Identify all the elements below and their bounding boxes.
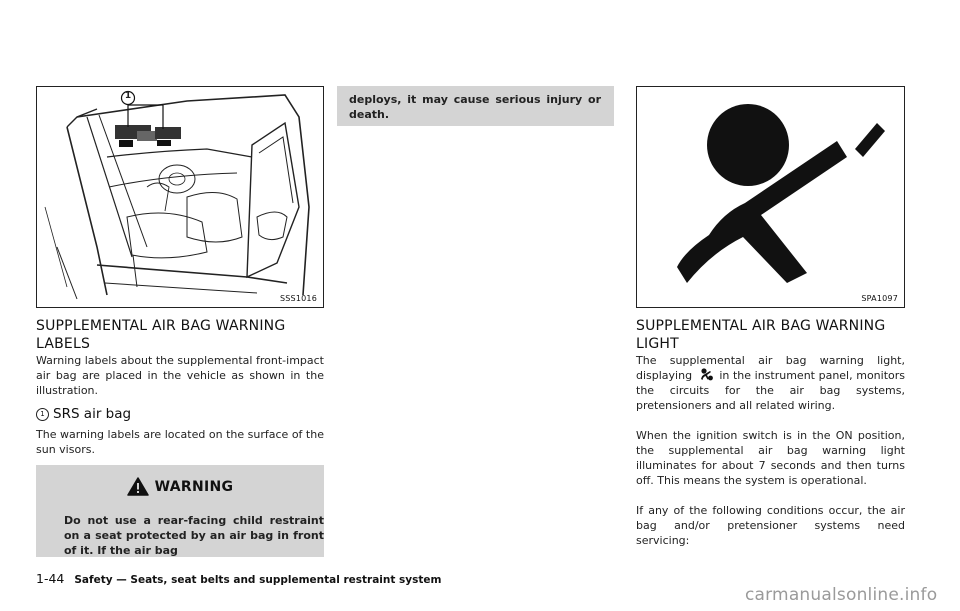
- warning-light-text-b: in the instrument panel, monitors the circuits for the air bag systems, pretensioners and all related wiring.: [636, 369, 906, 412]
- page-number: 1-44: [36, 571, 65, 586]
- warning-light-paragraph: [636, 353, 905, 413]
- page-footer: [36, 571, 441, 586]
- callout-number: 1: [124, 91, 132, 101]
- servicing-paragraph: If any of the following conditions occur, the air bag and/or pretensioner systems need servicing:: [636, 504, 905, 547]
- airbag-icon-large: [637, 87, 904, 307]
- airbag-warning-icon: [698, 368, 714, 381]
- section-title: Safety — Seats, seat belts and supplemental restraint system: [74, 574, 442, 586]
- warning-triangle-icon: [127, 477, 149, 496]
- car-door-interior-drawing: [37, 87, 323, 307]
- warning-header: [36, 477, 324, 496]
- warning-title: WARNING: [154, 478, 234, 495]
- intro-paragraph: Warning labels about the supplemental front-impact air bag are placed in the vehicle as shown in the illustration.: [36, 354, 324, 397]
- location-paragraph: The warning labels are located on the surface of the sun visors.: [36, 428, 324, 456]
- section-heading-light: SUPPLEMENTAL AIR BAG WARNING LIGHT: [636, 318, 886, 352]
- warning-text: Do not use a rear-facing child restraint on a seat protected by an air bag in front of it. If the air bag: [64, 514, 324, 557]
- section-heading-labels: SUPPLEMENTAL AIR BAG WARNING LABELS: [36, 318, 286, 352]
- item-label: SRS air bag: [53, 406, 132, 422]
- ignition-paragraph: When the ignition switch is in the ON position, the supplemental air bag warning light illuminates for about 7 seconds and then turns off. This means the system is operational.: [636, 429, 905, 487]
- airbag-label-illustration: [36, 86, 324, 308]
- warning-light-text-a: The supplemental air bag warning light, displaying: [636, 354, 905, 382]
- figure-code: SPA1097: [861, 294, 898, 303]
- airbag-warning-light-illustration: [636, 86, 905, 308]
- warning-box-continued: [337, 86, 614, 126]
- figure-code: SSS1016: [280, 294, 317, 303]
- watermark: carmanualsonline.info: [745, 585, 938, 605]
- warning-box: [36, 465, 324, 557]
- srs-airbag-item: [36, 406, 131, 422]
- warning-text-continued: deploys, it may cause serious injury or death.: [349, 93, 601, 121]
- item-number-icon: 1: [36, 408, 49, 421]
